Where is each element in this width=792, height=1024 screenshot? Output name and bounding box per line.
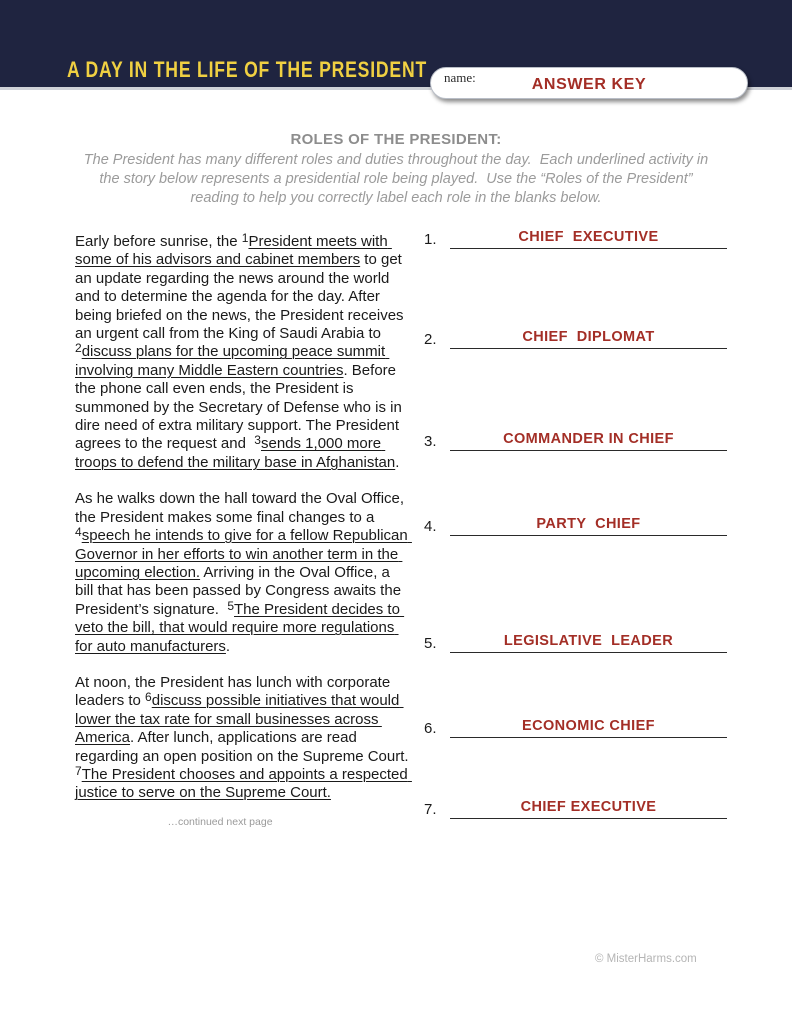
section-heading: ROLES OF THE PRESIDENT: [290,131,502,148]
answers-column [424,0,727,1024]
answer-row [424,631,727,653]
answer-row [424,797,727,819]
answer-blank [450,328,727,349]
answer-text: ECONOMIC CHIEF [522,718,655,734]
answer-blank [450,798,727,819]
answer-number: 6. [424,720,437,737]
answer-blank [450,632,727,653]
continued-note: …continued next page [167,815,273,828]
answer-number: 4. [424,518,437,535]
answer-number: 3. [424,433,437,450]
answer-text: CHIEF EXECUTIVE [518,229,659,245]
answer-row [424,227,727,249]
answer-blank [450,430,727,451]
answer-text: LEGISLATIVE LEADER [503,633,674,649]
answer-text: CHIEF DIPLOMAT [522,329,655,345]
credit-text: © MisterHarms.com [595,953,697,965]
answer-number: 7. [424,801,437,818]
story-paragraph-3: At noon, the President has lunch with corporate leaders to $^6$discuss possible initiatives that would lower the tax rate for small businesses across America. After lunch, applications are read regarding an open position on the Supreme Court. $^7$The President chooses and appoints a respected justice to serve on the Supreme Court. [75,673,417,802]
story-paragraph-2: As he walks down the hall toward the Oval Office, the President makes some final changes to a $^4$speech he intends to give for a fellow Republican Governor in her efforts to win another term in the upcoming election. Arriving in the Oval Office, a bill that has been passed by Congress awaits the President’s signature. $^5$The President decides to veto the bill, that would require more regulations for auto manufacturers. [75,490,412,655]
answer-number: 1. [424,231,437,248]
answer-number: 2. [424,331,437,348]
story-column [75,231,417,828]
name-value: ANSWER KEY [531,76,647,93]
answer-row [424,716,727,738]
answer-row [424,514,727,536]
answer-text: COMMANDER IN CHIEF [503,431,674,447]
instructions-text: The President has many different roles and duties throughout the day. Each underlined activity in the story below represents a presidential role being played. Use the “Roles of the President” reading to help you correctly label each role in the blanks below. [83,152,713,206]
answer-row [424,429,727,451]
worksheet-title: A DAY IN THE LIFE OF THE PRESIDENT [67,57,428,82]
name-label: name: [444,70,476,85]
answer-blank [450,717,727,738]
name-field [430,67,748,99]
answer-blank [450,515,727,536]
answer-text: PARTY CHIEF [536,516,641,532]
answer-number: 5. [424,635,437,652]
story-paragraph-1: Early before sunrise, the $^1$President meets with some of his advisors and cabinet members to get an update regarding the news around the world and to determine the agenda for the day. After being briefed on the news, the President receives an urgent call from the King of Saudi Arabia to $^2$discuss plans for the upcoming peace summit involving many Middle Eastern countries. Before the phone call even ends, the President is summoned by the Secretary of Defense who is in dire need of extra military support. The President agrees to the request and $^3$sends 1,000 more troops to defend the military base in Afghanistan. [75,231,408,471]
answer-text: CHIEF EXECUTIVE [520,799,657,815]
answer-row [424,327,727,349]
answer-blank [450,228,727,249]
